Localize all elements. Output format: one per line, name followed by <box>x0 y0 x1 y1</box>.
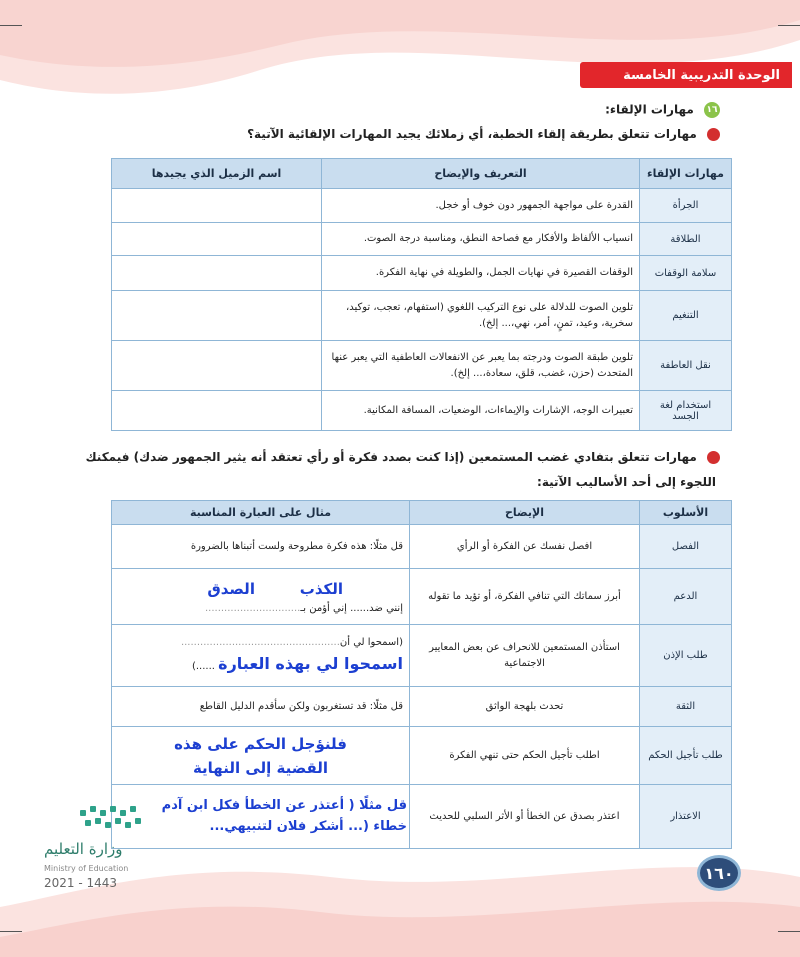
handwritten-answer: الكذب الصدق <box>207 579 343 598</box>
unit-banner-label: الوحدة التدريبية الخامسة <box>623 67 780 83</box>
colleague-name-field[interactable] <box>112 291 322 341</box>
skill-cell: نقل العاطفة <box>640 341 732 391</box>
example-cell: قل مثلًا: هذه فكرة مطروحة ولست أتبناها بالضرورة <box>112 525 410 569</box>
colleague-name-field[interactable] <box>112 341 322 391</box>
style-cell: الاعتذار <box>640 785 732 849</box>
table-row <box>112 569 732 625</box>
colleague-name-field[interactable] <box>112 256 322 291</box>
bullet-icon <box>707 128 720 141</box>
example-cell: قل مثلًا: قد تستغربون ولكن سأقدم الدليل القاطع <box>112 687 410 727</box>
explanation-cell: افصل نفسك عن الفكرة أو الرأي <box>410 525 640 569</box>
section-title: مهارات الإلقاء: <box>605 102 694 117</box>
style-cell: الدعم <box>640 569 732 625</box>
skill-cell: استخدام لغة الجسد <box>640 391 732 431</box>
ministry-name-arabic: وزارة التعليم <box>44 840 123 858</box>
definition-cell: تلوين طبقة الصوت ودرجته بما يعبر عن الانفعالات العاطفية التي يعبر عنها المتحدث (حزن، غضب، قلق، سعادة،... إلخ). <box>322 341 640 391</box>
skill-cell: سلامة الوقفات <box>640 256 732 291</box>
colleague-name-field[interactable] <box>112 223 322 256</box>
handwritten-answer: القضية إلى النهاية <box>192 758 329 777</box>
bullet-line-1 <box>247 127 720 141</box>
table-header-row <box>112 501 732 525</box>
ministry-logo-icon <box>60 800 170 840</box>
style-cell: الفصل <box>640 525 732 569</box>
delivery-skills-table <box>111 158 732 431</box>
crop-mark <box>0 25 22 26</box>
column-header: الأسلوب <box>640 501 732 525</box>
definition-cell: انسياب الألفاظ والأفكار مع فصاحة النطق، ومناسبة درجة الصوت. <box>322 223 640 256</box>
example-text: (اسمحوا لي أن.................................................. <box>180 636 403 648</box>
bullet-line-2-continued <box>537 475 716 489</box>
table-row <box>112 256 732 291</box>
page-number-badge <box>697 855 741 891</box>
example-cell[interactable] <box>112 727 410 785</box>
colleague-name-field[interactable] <box>112 189 322 223</box>
edition-year: 2021 - 1443 <box>44 876 118 890</box>
section-number-badge: ١٦ <box>704 102 720 118</box>
handwritten-answer: خطاء (... أشكر فلان لتنبيهي... <box>209 818 407 834</box>
crop-mark <box>0 931 22 932</box>
bullet-line-2 <box>86 450 720 464</box>
example-cell[interactable] <box>112 625 410 687</box>
definition-cell: الوقفات القصيرة في نهايات الجمل، والطويلة في نهاية الفكرة. <box>322 256 640 291</box>
definition-cell: القدرة على مواجهة الجمهور دون خوف أو خجل. <box>322 189 640 223</box>
table-row <box>112 391 732 431</box>
definition-cell: تعبيرات الوجه، الإشارات والإيماءات، الوضعيات، المسافة المكانية. <box>322 391 640 431</box>
bullet-icon <box>707 451 720 464</box>
explanation-cell: تحدث بلهجة الواثق <box>410 687 640 727</box>
ministry-name-english: Ministry of Education <box>44 864 129 873</box>
table-row <box>112 727 732 785</box>
style-cell: طلب الإذن <box>640 625 732 687</box>
style-cell: الثقة <box>640 687 732 727</box>
crop-mark <box>778 931 800 932</box>
skill-cell: الجرأة <box>640 189 732 223</box>
table-row <box>112 189 732 223</box>
skill-cell: التنغيم <box>640 291 732 341</box>
explanation-cell: اعتذر بصدق عن الخطأ أو الأثر السلبي للحديث <box>410 785 640 849</box>
column-header: الإيضاح <box>410 501 640 525</box>
table-row <box>112 223 732 256</box>
avoiding-anger-table <box>111 500 732 849</box>
bullet-text-2-continued: اللجوء إلى أحد الأساليب الآتية: <box>537 475 716 489</box>
table-row <box>112 687 732 727</box>
handwritten-answer: اسمحوا لي بهذه العبارة ......) <box>191 653 403 673</box>
column-header: التعريف والإيضاح <box>322 159 640 189</box>
table-row <box>112 625 732 687</box>
column-header: مثال على العبارة المناسبة <box>112 501 410 525</box>
crop-mark <box>778 25 800 26</box>
section-heading <box>605 102 720 118</box>
bullet-text-1: مهارات تتعلق بطريقة إلقاء الخطبة، أي زملائك يجيد المهارات الإلقائية الآتية؟ <box>247 127 697 141</box>
table-row <box>112 525 732 569</box>
column-header: اسم الزميل الذي يجيدها <box>112 159 322 189</box>
explanation-cell: أبرز سماتك التي تنافي الفكرة، أو تؤيد ما تقوله <box>410 569 640 625</box>
skill-cell: الطلاقة <box>640 223 732 256</box>
table-header-row <box>112 159 732 189</box>
table-row <box>112 341 732 391</box>
explanation-cell: اطلب تأجيل الحكم حتى تنهي الفكرة <box>410 727 640 785</box>
definition-cell: تلوين الصوت للدلالة على نوع التركيب اللغوي (استفهام، تعجب، توكيد، سخرية، وعيد، تمنٍ، أمر، نهي،... إلخ). <box>322 291 640 341</box>
example-cell[interactable] <box>112 569 410 625</box>
example-text: إنني ضد...... إني أؤمن بـ.............................. <box>204 602 403 614</box>
column-header: مهارات الإلقاء <box>640 159 732 189</box>
handwritten-answer: فلنؤجل الحكم على هذه <box>174 734 347 753</box>
unit-banner <box>580 62 792 88</box>
bullet-text-2: مهارات تتعلق بتفادي غضب المستمعين (إذا كنت بصدد فكرة أو رأي تعتقد أنه يثير الجمهور ضدك) فيمكنك <box>85 450 697 464</box>
style-cell: طلب تأجيل الحكم <box>640 727 732 785</box>
table-row <box>112 291 732 341</box>
explanation-cell: استأذن المستمعين للانحراف عن بعض المعايير الاجتماعية <box>410 625 640 687</box>
table-row <box>112 785 732 849</box>
colleague-name-field[interactable] <box>112 391 322 431</box>
page-number: ١٦٠ <box>704 863 734 883</box>
handwritten-answer: قل مثلًا ( أعتذر عن الخطأ فكل ابن آدم <box>161 797 407 813</box>
